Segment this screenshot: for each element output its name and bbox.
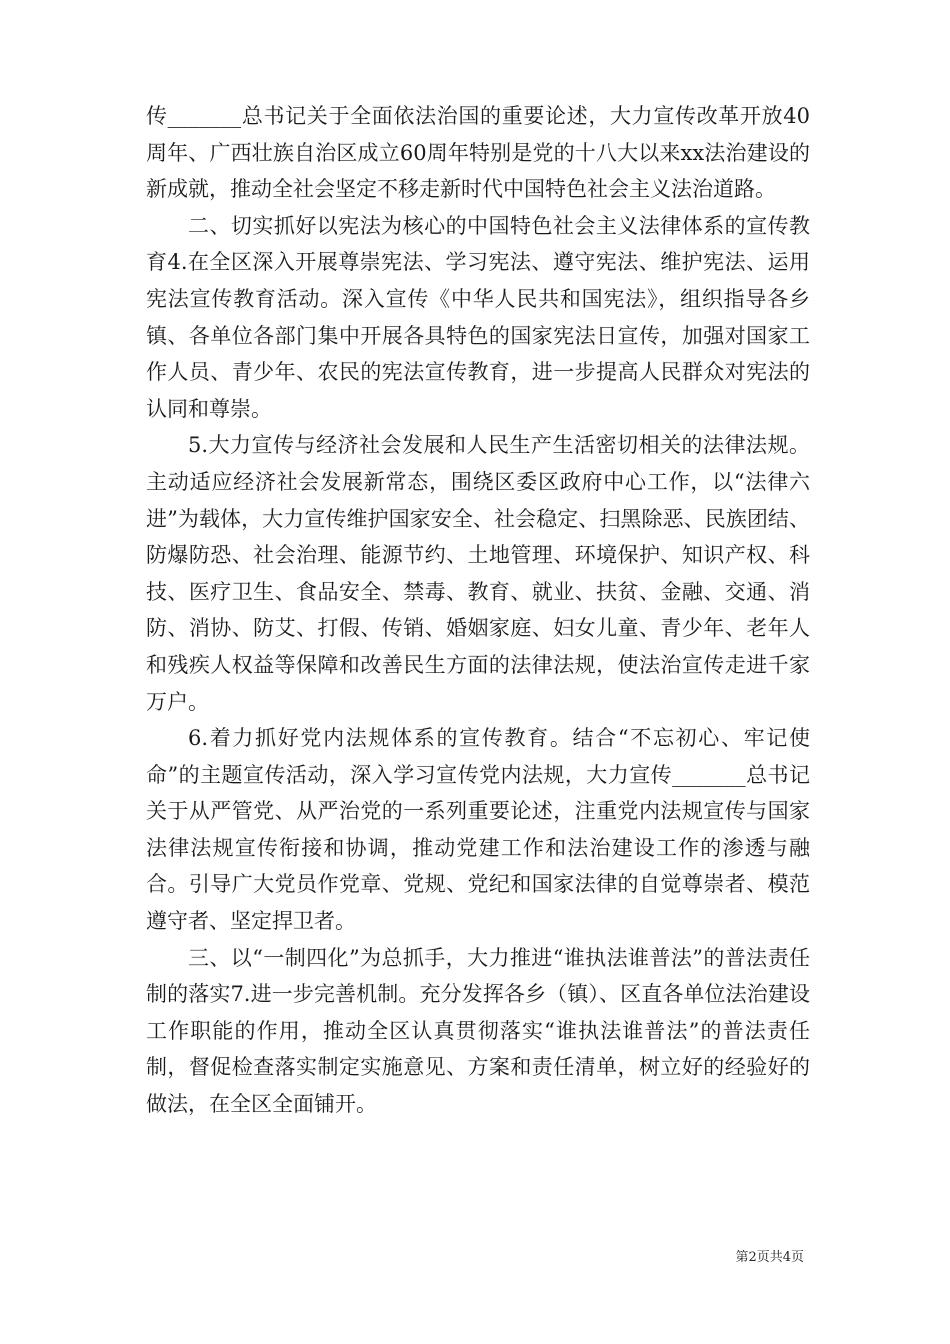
paragraph-section-three: 三、以“一制四化”为总抓手，大力推进“谁执法谁普法”的普法责任制的落实7.进一步完善机制。充分发挥各乡（镇）、区直各单位法治建设工作职能的作用，推动全区认真贯彻落实“谁执法谁普法”的普法责任制，督促检查落实制定实施意见、方案和责任清单，树立好的经验好的做法，在全区全面铺开。 bbox=[146, 945, 810, 1117]
paragraph-item-five: 5.大力宣传与经济社会发展和人民生产生活密切相关的法律法规。主动适应经济社会发展新常态，围绕区委区政府中心工作，以“法律六进”为载体，大力宣传维护国家安全、社会稳定、扫黑除恶、民族团结、防爆防恐、社会治理、能源节约、土地管理、环境保护、知识产权、科技、医疗卫生、食品安全、禁毒、教育、就业、扶贫、金融、交通、消防、消协、防艾、打假、传销、婚姻家庭、妇女儿童、青少年、老年人和残疾人权益等保障和改善民生方面的法律法规，使法治宣传走进千家万户。 bbox=[146, 433, 810, 714]
document-body bbox=[146, 98, 810, 1123]
page-number: 第2页共4页 bbox=[735, 1250, 804, 1265]
paragraph-item-six: 6.着力抓好党内法规体系的宣传教育。结合“不忘初心、牢记使命”的主题宣传活动，深入学习宣传党内法规，大力宣传_______总书记关于从严管党、从严治党的一系列重要论述，注重党内法规宣传与国家法律法规宣传衔接和协调，推动党建工作和法治建设工作的渗透与融合。引导广大党员作党章、党规、党纪和国家法律的自觉尊崇者、模范遵守者、坚定捍卫者。 bbox=[146, 726, 810, 934]
paragraph-section-two: 二、切实抓好以宪法为核心的中国特色社会主义法律体系的宣传教育4.在全区深入开展尊崇宪法、学习宪法、遵守宪法、维护宪法、运用宪法宣传教育活动。深入宣传《中华人民共和国宪法》，组织指导各乡镇、各单位各部门集中开展各具特色的国家宪法日宣传，加强对国家工作人员、青少年、农民的宪法宣传教育，进一步提高人民群众对宪法的认同和尊崇。 bbox=[146, 213, 810, 421]
paragraph-continuation: 传_______总书记关于全面依法治国的重要论述，大力宣传改革开放40周年、广西壮族自治区成立60周年特别是党的十八大以来xx法治建设的新成就，推动全社会坚定不移走新时代中国特色社会主义法治道路。 bbox=[146, 104, 810, 202]
